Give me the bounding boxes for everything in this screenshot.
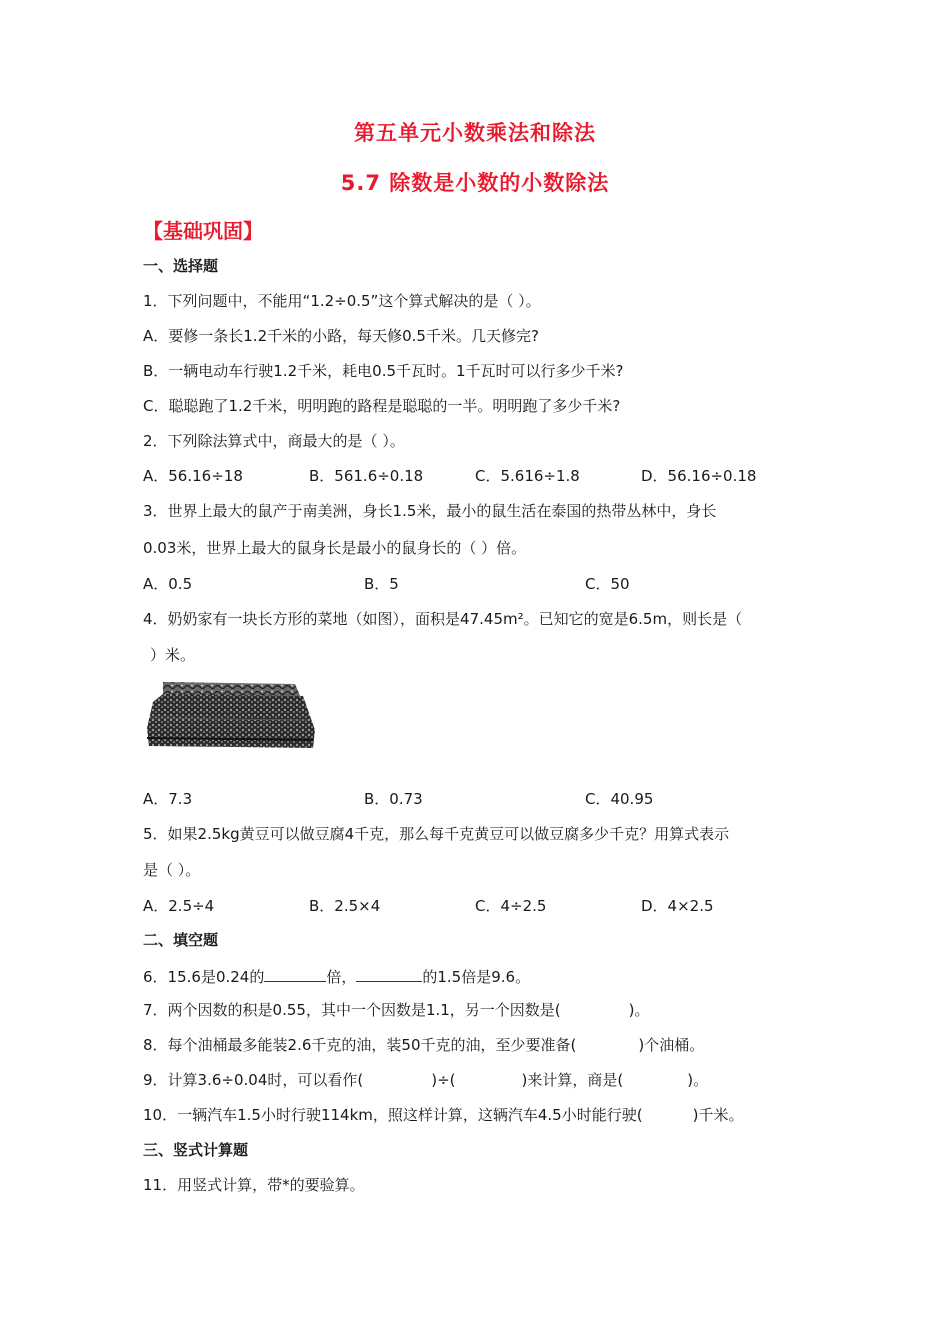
- q6-text-1: 6．15.6是0.24的: [143, 968, 265, 986]
- q3-option-a: A．0.5: [143, 575, 193, 593]
- q1-stem: 1．下列问题中，不能用“1.2÷0.5”这个算式解决的是（ ）。: [143, 292, 541, 310]
- q10-line: [143, 1105, 743, 1125]
- q3-option-c: C．50: [585, 575, 630, 593]
- q10-text-2: )千米。: [692, 1106, 744, 1124]
- q4-option-a: A．7.3: [143, 790, 193, 808]
- lesson-title: 5.7 除数是小数的小数除法: [340, 171, 610, 195]
- q9-line: [143, 1070, 708, 1090]
- q9-text-1: 9．计算3.6÷0.04时，可以看作(: [143, 1071, 364, 1089]
- vegetable-field-photo-icon: [145, 678, 321, 750]
- q3-stem-line1: 3．世界上最大的鼠产于南美洲，身长1.5米，最小的鼠生活在泰国的热带丛林中，身长: [143, 502, 717, 520]
- q2-option-c: C．5.616÷1.8: [475, 467, 580, 485]
- q5-stem-line2: 是（ ）。: [143, 861, 201, 879]
- q5-option-b: B．2.5×4: [309, 897, 381, 915]
- section-label: 【基础巩固】: [143, 219, 263, 243]
- q7-text-2: )。: [628, 1001, 650, 1019]
- q5-option-d: D．4×2.5: [641, 897, 714, 915]
- q2-stem: 2．下列除法算式中，商最大的是（ ）。: [143, 432, 405, 450]
- q11-stem: 11．用竖式计算，带*的要验算。: [143, 1176, 365, 1194]
- q3-stem-line2: 0.03米，世界上最大的鼠身长是最小的鼠身长的（ ）倍。: [143, 539, 527, 557]
- q7-line: [143, 1000, 650, 1020]
- q6-blank-1[interactable]: [264, 965, 326, 982]
- part-heading-vertical: 三、竖式计算题: [143, 1141, 249, 1159]
- part-heading-fill: 二、填空题: [143, 931, 219, 949]
- q1-option-a: A．要修一条长1.2千米的小路，每天修0.5千米。几天修完?: [143, 327, 539, 345]
- q1-option-c: C．聪聪跑了1.2千米，明明跑的路程是聪聪的一半。明明跑了多少千米?: [143, 397, 621, 415]
- q5-stem-line1: 5．如果2.5kg黄豆可以做豆腐4千克，那么每千克黄豆可以做豆腐多少千克？用算式表示: [143, 825, 730, 843]
- unit-title: 第五单元小数乘法和除法: [354, 121, 596, 145]
- q8-line: [143, 1035, 704, 1055]
- q6-blank-2[interactable]: [356, 965, 422, 982]
- q7-text-1: 7．两个因数的积是0.55，其中一个因数是1.1，另一个因数是(: [143, 1001, 561, 1019]
- q9-text-3: )来计算，商是(: [521, 1071, 624, 1089]
- q2-option-d: D．56.16÷0.18: [641, 467, 757, 485]
- q1-option-b: B．一辆电动车行驶1.2千米，耗电0.5千瓦时。1千瓦时可以行多少千米?: [143, 362, 624, 380]
- q6-text-3: 的1.5倍是9.6。: [422, 968, 531, 986]
- q9-text-2: )÷(: [431, 1071, 456, 1089]
- q6-line: [143, 965, 530, 987]
- q5-option-a: A．2.5÷4: [143, 897, 215, 915]
- q2-option-b: B．561.6÷0.18: [309, 467, 424, 485]
- q6-text-2: 倍，: [326, 968, 357, 986]
- q8-text-2: )个油桶。: [638, 1036, 705, 1054]
- q2-option-a: A．56.16÷18: [143, 467, 243, 485]
- q4-stem-line2: ）米。: [150, 646, 196, 664]
- q4-option-c: C．40.95: [585, 790, 654, 808]
- q4-stem-line1: 4．奶奶家有一块长方形的菜地（如图），面积是47.45m²。已知它的宽是6.5m，则长是（: [143, 610, 743, 628]
- q4-option-b: B．0.73: [364, 790, 423, 808]
- part-heading-choice: 一、选择题: [143, 257, 219, 275]
- q5-option-c: C．4÷2.5: [475, 897, 547, 915]
- q10-text-1: 10．一辆汽车1.5小时行驶114km，照这样计算，这辆汽车4.5小时能行驶(: [143, 1106, 643, 1124]
- q3-option-b: B．5: [364, 575, 399, 593]
- q8-text-1: 8．每个油桶最多能装2.6千克的油，装50千克的油，至少要准备(: [143, 1036, 577, 1054]
- q9-text-4: )。: [687, 1071, 709, 1089]
